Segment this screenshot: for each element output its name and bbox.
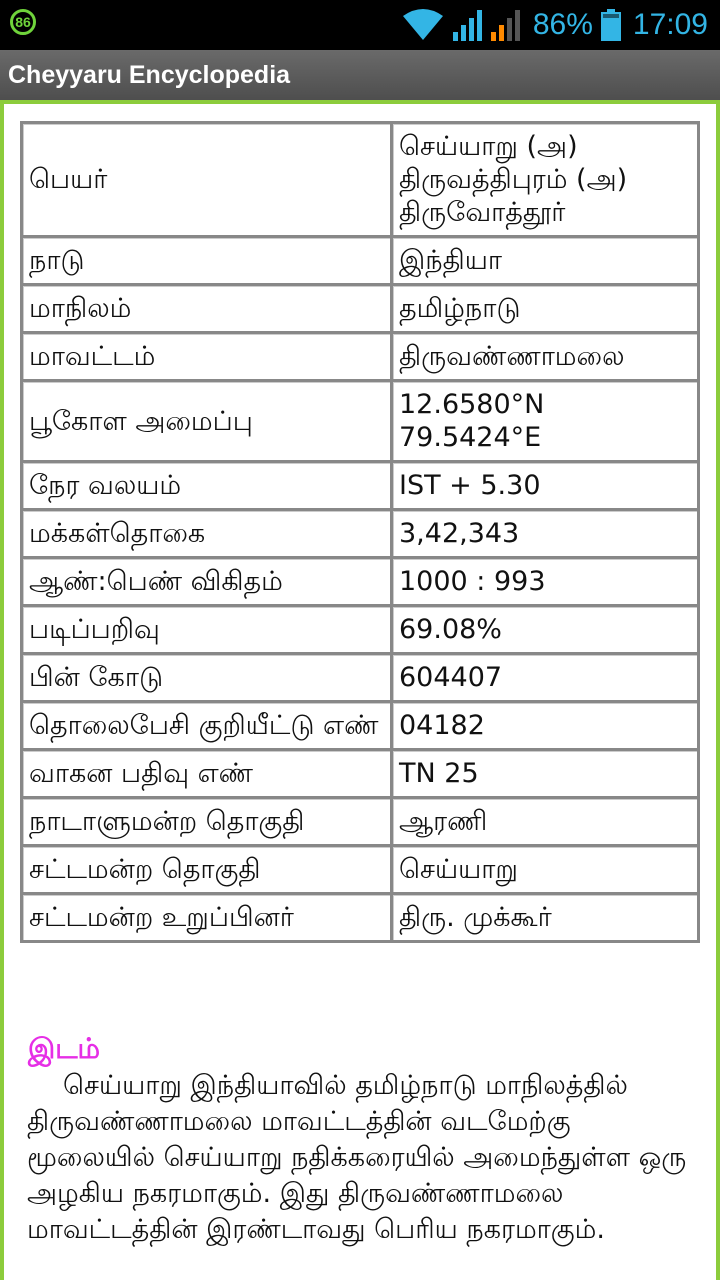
signal-icon-secondary: [489, 8, 523, 42]
row-key: பூகோள அமைப்பு: [22, 381, 392, 462]
row-value: தமிழ்நாடு: [392, 285, 699, 333]
row-value: IST + 5.30: [392, 462, 699, 510]
table-row: [22, 237, 699, 285]
row-value: 12.6580°N 79.5424°E: [392, 381, 699, 462]
section-paragraph: செய்யாறு இந்தியாவில் தமிழ்நாடு மாநிலத்தில் திருவண்ணாமலை மாவட்டத்தின் வடமேற்கு மூலையில் செய்யாறு நதிக்கரையில் அமைந்துள்ள ஒரு அழகிய நகரமாகும். இது திருவண்ணாமலை மாவட்டத்தின் இரண்டாவது பெரிய நகரமாகும்.: [27, 1070, 687, 1245]
app-title: Cheyyaru Encyclopedia: [8, 60, 291, 89]
row-value: செய்யாறு (அ) திருவத்திபுரம் (அ) திருவோத்தூர்: [392, 123, 699, 237]
table-row: [22, 750, 699, 798]
section-title: இடம்: [28, 1032, 101, 1065]
row-key: படிப்பறிவு: [22, 606, 392, 654]
row-key: மாநிலம்: [22, 285, 392, 333]
row-key: சட்டமன்ற தொகுதி: [22, 846, 392, 894]
row-value: 69.08%: [392, 606, 699, 654]
row-key: வாகன பதிவு எண்: [22, 750, 392, 798]
table-row: [22, 654, 699, 702]
status-icons: [401, 0, 720, 50]
row-key: மாவட்டம்: [22, 333, 392, 381]
row-key: ஆண்:பெண் விகிதம்: [22, 558, 392, 606]
battery-icon: [601, 9, 621, 41]
row-value: 04182: [392, 702, 699, 750]
row-value: 1000 : 993: [392, 558, 699, 606]
row-value: 604407: [392, 654, 699, 702]
table-row: [22, 285, 699, 333]
row-value: திரு. முக்கூர்: [392, 894, 699, 942]
table-row: [22, 558, 699, 606]
row-key: பின் கோடு: [22, 654, 392, 702]
table-row: [22, 381, 699, 462]
table-row: [22, 846, 699, 894]
row-key: நாடாளுமன்ற தொகுதி: [22, 798, 392, 846]
battery-percent: 86%: [532, 8, 593, 41]
row-key: நேர வலயம்: [22, 462, 392, 510]
row-value: செய்யாறு: [392, 846, 699, 894]
app-title-bar: [0, 50, 720, 100]
table-row: [22, 462, 699, 510]
row-value: 3,42,343: [392, 510, 699, 558]
row-key: சட்டமன்ற உறுப்பினர்: [22, 894, 392, 942]
row-key: தொலைபேசி குறியீட்டு எண்: [22, 702, 392, 750]
wifi-icon: [401, 8, 445, 42]
row-key: நாடு: [22, 237, 392, 285]
notification-badge-icon: 86: [10, 9, 36, 35]
table-row: [22, 333, 699, 381]
row-value: ஆரணி: [392, 798, 699, 846]
row-value: TN 25: [392, 750, 699, 798]
table-row: [22, 702, 699, 750]
row-key: பெயர்: [22, 123, 392, 237]
row-value: திருவண்ணாமலை: [392, 333, 699, 381]
row-value: இந்தியா: [392, 237, 699, 285]
table-row: [22, 894, 699, 942]
table-row: [22, 510, 699, 558]
table-row: [22, 798, 699, 846]
table-row: [22, 123, 699, 237]
row-key: மக்கள்தொகை: [22, 510, 392, 558]
status-bar: [0, 0, 720, 50]
clock: 17:09: [632, 8, 708, 41]
table-row: [22, 606, 699, 654]
info-table-body: [22, 123, 699, 942]
info-table: [20, 121, 700, 943]
signal-icon: [451, 8, 485, 42]
content-frame[interactable]: [0, 100, 720, 1280]
